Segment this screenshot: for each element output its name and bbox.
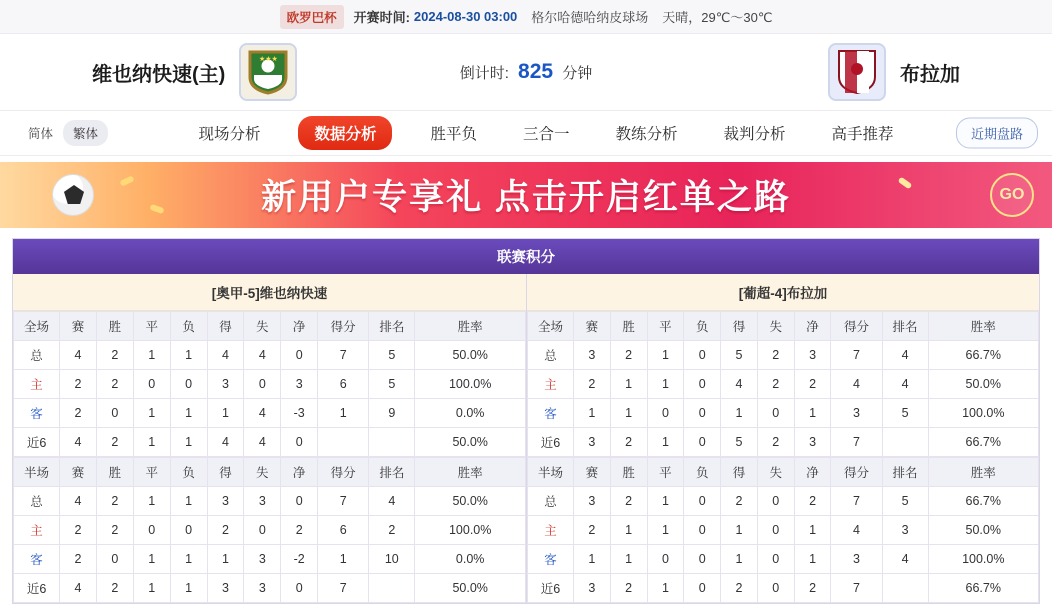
cell: 100.0% [928,545,1038,574]
away-team-name: 布拉加 [900,63,960,86]
standings-home-panel [13,274,526,603]
table-row [528,545,1039,574]
col-goals-for: 得 [207,458,244,487]
cell: 50.0% [415,428,526,457]
home-team-name: 维也纳快速(主) [92,63,226,86]
col-points: 得分 [831,458,882,487]
cell [882,428,928,457]
table-row [14,545,526,574]
cell: 2 [757,370,794,399]
table-row [14,341,526,370]
cell: 66.7% [928,428,1038,457]
cell: 100.0% [415,516,526,545]
cell: 5 [882,487,928,516]
home-team-crest-icon [239,43,297,101]
teams-header [0,34,1052,110]
col-win: 胜 [610,312,647,341]
col-played: 赛 [573,458,610,487]
col-rank: 排名 [369,458,415,487]
cell: 3 [831,399,882,428]
col-rank: 排名 [882,458,928,487]
table-row [528,574,1039,603]
cell: 7 [318,574,369,603]
cell: 0 [684,399,721,428]
countdown-unit: 分钟 [562,65,593,82]
standings-title: 联赛积分 [13,239,1039,274]
cell: 4 [60,428,97,457]
table-row [528,370,1039,399]
cell: 3 [207,370,244,399]
cell: 1 [133,545,170,574]
cell: 0 [684,370,721,399]
cell: 1 [318,399,369,428]
cell: 66.7% [928,341,1038,370]
table-row [528,341,1039,370]
match-info-bar [0,0,1052,34]
main-nav [0,110,1052,156]
col-scope: 全场 [14,312,60,341]
table-row [528,487,1039,516]
nav-item-expert-picks[interactable]: 高手推荐 [831,126,894,143]
row-label: 主 [14,370,60,399]
cell: 2 [573,370,610,399]
cell: 0 [684,341,721,370]
cell: 50.0% [415,341,526,370]
cell: 1 [610,399,647,428]
cell: 2 [610,428,647,457]
col-goal-diff: 净 [794,312,831,341]
cell: 4 [831,370,882,399]
cell: 2 [369,516,415,545]
cell: 2 [610,574,647,603]
cell: 1 [133,487,170,516]
cell: 50.0% [928,370,1038,399]
nav-item-coach-analysis[interactable]: 教练分析 [615,126,678,143]
cell: 1 [573,545,610,574]
cell: 3 [573,574,610,603]
cell: -2 [281,545,318,574]
cell: 3 [573,341,610,370]
cell: 3 [573,487,610,516]
confetti-icon [119,175,134,186]
cell [318,428,369,457]
cell: 0 [757,399,794,428]
row-label: 近6 [528,574,574,603]
cell: 5 [721,428,758,457]
standings-home-fulltime-table [13,311,526,457]
row-label: 客 [528,399,574,428]
cell: 1 [647,370,684,399]
table-row [528,516,1039,545]
away-team[interactable] [828,43,960,101]
cell: 4 [60,487,97,516]
cell: 1 [170,487,207,516]
col-goals-against: 失 [757,458,794,487]
cell: 2 [96,487,133,516]
standings-away-panel [526,274,1039,603]
col-win: 胜 [610,458,647,487]
cell: -3 [281,399,318,428]
cell: 1 [721,399,758,428]
cell: 4 [882,341,928,370]
col-points: 得分 [831,312,882,341]
cell: 1 [170,399,207,428]
row-label: 主 [14,516,60,545]
cell: 6 [318,370,369,399]
cell: 3 [207,487,244,516]
standings-split [13,274,1039,603]
cell: 1 [573,399,610,428]
col-points: 得分 [318,312,369,341]
nav-item-win-draw-lose[interactable]: 胜平负 [430,126,477,143]
cell: 2 [281,516,318,545]
row-label: 近6 [14,428,60,457]
cell: 100.0% [928,399,1038,428]
cell: 1 [170,545,207,574]
table-row [528,399,1039,428]
lang-traditional[interactable]: 繁体 [63,120,108,146]
cell: 4 [244,341,281,370]
cell: 2 [60,545,97,574]
cell: 2 [794,487,831,516]
cell: 2 [794,370,831,399]
cell: 5 [369,370,415,399]
table-row [14,574,526,603]
col-draw: 平 [647,312,684,341]
cell: 3 [244,574,281,603]
col-goals-against: 失 [244,458,281,487]
col-lose: 负 [170,312,207,341]
cell: 3 [882,516,928,545]
cell: 10 [369,545,415,574]
col-goals-against: 失 [244,312,281,341]
col-scope: 半场 [528,458,574,487]
cell: 0 [96,399,133,428]
cell: 4 [882,370,928,399]
cell: 0 [96,545,133,574]
table-header-row [14,458,526,487]
col-scope: 全场 [528,312,574,341]
cell: 2 [60,399,97,428]
cell: 0 [647,399,684,428]
col-goal-diff: 净 [281,312,318,341]
venue-name: 格尔哈德哈纳皮球场 [531,10,649,25]
cell: 0 [684,545,721,574]
cell: 7 [318,487,369,516]
col-win-rate: 胜率 [928,312,1038,341]
col-win: 胜 [96,312,133,341]
cell: 1 [207,545,244,574]
countdown [460,60,593,84]
row-label: 总 [528,341,574,370]
cell: 4 [882,545,928,574]
col-played: 赛 [60,458,97,487]
competition-badge: 欧罗巴杯 [280,5,344,29]
cell: 50.0% [415,574,526,603]
table-row [14,516,526,545]
cell: 2 [207,516,244,545]
row-label: 客 [14,399,60,428]
cell: 0 [684,428,721,457]
col-lose: 负 [684,312,721,341]
cell: 2 [96,341,133,370]
cell: 1 [207,399,244,428]
cell: 0 [757,516,794,545]
cell: 3 [244,487,281,516]
cell: 0.0% [415,399,526,428]
cell: 3 [794,341,831,370]
cell: 0.0% [415,545,526,574]
promo-banner-text: 新用户专享礼 点击开启红单之路 [261,178,791,217]
cell: 1 [721,516,758,545]
nav-item-data-analysis[interactable]: 数据分析 [298,116,392,150]
cell: 2 [794,574,831,603]
cell: 2 [610,487,647,516]
cell: 6 [318,516,369,545]
cell: 7 [831,341,882,370]
countdown-value: 825 [518,60,554,83]
row-label: 近6 [14,574,60,603]
cell: 0 [684,516,721,545]
cell: 0 [244,516,281,545]
cell: 1 [647,487,684,516]
table-header-row [14,312,526,341]
cell: 1 [133,428,170,457]
cell: 0 [281,574,318,603]
cell: 1 [170,341,207,370]
cell: 1 [170,574,207,603]
language-toggle[interactable] [18,120,108,146]
cell: 4 [244,399,281,428]
cell: 3 [794,428,831,457]
cell: 66.7% [928,574,1038,603]
cell: 1 [647,516,684,545]
standings-home-halftime-table [13,457,526,603]
col-draw: 平 [647,458,684,487]
cell: 1 [647,574,684,603]
cell: 3 [207,574,244,603]
cell: 4 [369,487,415,516]
col-goal-diff: 净 [794,458,831,487]
col-win: 胜 [96,458,133,487]
col-goals-for: 得 [721,312,758,341]
cell: 5 [721,341,758,370]
row-label: 总 [14,487,60,516]
cell: 1 [721,545,758,574]
col-played: 赛 [573,312,610,341]
cell: 3 [281,370,318,399]
cell: 2 [60,516,97,545]
col-goal-diff: 净 [281,458,318,487]
cell: 1 [794,545,831,574]
confetti-icon [149,204,164,214]
cell: 1 [794,399,831,428]
cell: 4 [207,341,244,370]
cell [369,428,415,457]
row-label: 总 [528,487,574,516]
cell: 2 [96,370,133,399]
col-played: 赛 [60,312,97,341]
col-draw: 平 [133,312,170,341]
cell: 1 [647,428,684,457]
cell: 0 [281,428,318,457]
nav-item-live-analysis[interactable]: 现场分析 [198,126,261,143]
cell: 9 [369,399,415,428]
col-points: 得分 [318,458,369,487]
cell: 1 [318,545,369,574]
col-goals-against: 失 [757,312,794,341]
col-rank: 排名 [882,312,928,341]
promo-go-button[interactable]: GO [990,173,1034,217]
cell: 1 [133,341,170,370]
table-header-row [528,312,1039,341]
cell: 7 [831,487,882,516]
col-goals-for: 得 [207,312,244,341]
row-label: 客 [528,545,574,574]
cell: 2 [96,574,133,603]
lang-simplified[interactable]: 简体 [18,120,63,146]
kickoff-label: 开赛时间: [353,10,410,25]
row-label: 主 [528,370,574,399]
cell: 0 [170,516,207,545]
cell: 2 [757,341,794,370]
cell: 0 [647,545,684,574]
cell: 7 [318,341,369,370]
cell: 50.0% [928,516,1038,545]
cell: 4 [831,516,882,545]
confetti-icon [898,177,913,190]
row-label: 近6 [528,428,574,457]
cell [882,574,928,603]
cell: 0 [244,370,281,399]
cell: 5 [882,399,928,428]
cell: 2 [60,370,97,399]
table-row [14,370,526,399]
standings-away-fulltime-table [527,311,1039,457]
cell: 0 [133,516,170,545]
cell: 0 [757,574,794,603]
col-win-rate: 胜率 [928,458,1038,487]
cell: 50.0% [415,487,526,516]
weather-info: 天晴，29℃～30℃ [662,10,773,25]
table-header-row [528,458,1039,487]
col-win-rate: 胜率 [415,312,526,341]
cell: 0 [684,574,721,603]
col-draw: 平 [133,458,170,487]
nav-item-referee-analysis[interactable]: 裁判分析 [723,126,786,143]
away-team-crest-icon [828,43,886,101]
nav-item-list [150,116,901,150]
table-row [14,428,526,457]
cell: 4 [244,428,281,457]
col-win-rate: 胜率 [415,458,526,487]
col-scope: 半场 [14,458,60,487]
cell: 0 [281,487,318,516]
cell: 66.7% [928,487,1038,516]
cell: 0 [170,370,207,399]
standings-section [12,238,1040,604]
cell: 0 [757,545,794,574]
cell: 0 [133,370,170,399]
cell: 2 [721,574,758,603]
cell: 2 [721,487,758,516]
cell: 3 [244,545,281,574]
cell: 7 [831,428,882,457]
recent-odds-button[interactable]: 近期盘路 [956,118,1038,149]
cell: 3 [573,428,610,457]
col-goals-for: 得 [721,458,758,487]
cell: 0 [281,341,318,370]
cell: 4 [721,370,758,399]
row-label: 总 [14,341,60,370]
table-row [528,428,1039,457]
nav-item-three-in-one[interactable]: 三合一 [522,126,570,143]
cell: 4 [60,341,97,370]
standings-home-caption: [奥甲-5]维也纳快速 [13,274,526,311]
cell: 1 [610,545,647,574]
cell: 1 [610,516,647,545]
cell: 100.0% [415,370,526,399]
cell: 5 [369,341,415,370]
cell [369,574,415,603]
cell: 1 [133,574,170,603]
cell: 1 [610,370,647,399]
cell: 4 [60,574,97,603]
standings-away-caption: [葡超-4]布拉加 [527,274,1039,311]
cell: 2 [96,516,133,545]
cell: 0 [757,487,794,516]
cell: 7 [831,574,882,603]
promo-banner[interactable] [0,162,1052,228]
col-lose: 负 [684,458,721,487]
cell: 2 [573,516,610,545]
cell: 2 [757,428,794,457]
cell: 1 [794,516,831,545]
table-row [14,487,526,516]
cell: 1 [133,399,170,428]
row-label: 主 [528,516,574,545]
countdown-label: 倒计时: [459,65,509,82]
svg-text:★★★: ★★★ [259,56,279,63]
col-lose: 负 [170,458,207,487]
kickoff-time: 2024-08-30 03:00 [413,9,518,24]
cell: 1 [170,428,207,457]
cell: 4 [207,428,244,457]
home-team[interactable] [92,43,297,101]
cell: 1 [647,341,684,370]
cell: 2 [96,428,133,457]
cell: 3 [831,545,882,574]
cell: 2 [610,341,647,370]
row-label: 客 [14,545,60,574]
cell: 0 [684,487,721,516]
soccer-ball-icon [52,174,94,216]
col-rank: 排名 [369,312,415,341]
standings-away-halftime-table [527,457,1039,603]
table-row [14,399,526,428]
